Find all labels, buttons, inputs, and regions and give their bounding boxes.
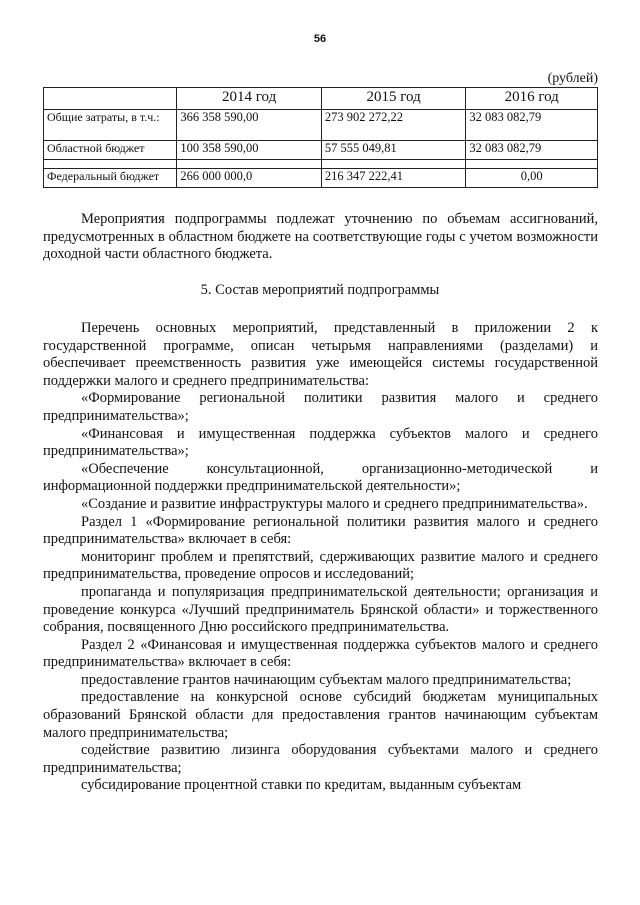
page-number: 56 bbox=[313, 33, 327, 45]
cell-2016: 0,00 bbox=[466, 169, 598, 188]
paragraph: «Обеспечение консультационной, организационно-методической и информационной поддержки предпринимательской деятельности»; bbox=[43, 460, 598, 495]
currency-note: (рублей) bbox=[547, 71, 598, 86]
table-spacer-row bbox=[44, 160, 598, 169]
table-row bbox=[44, 141, 598, 160]
section-body bbox=[43, 320, 598, 795]
cell-2016: 32 083 082,79 bbox=[466, 141, 598, 160]
paragraph: предоставление на конкурсной основе субсидий бюджетам муниципальных образований Брянской области для предоставления грантов начинающим субъектам малого предпринимательства; bbox=[43, 689, 598, 741]
paragraph: субсидирование процентной ставки по кредитам, выданным субъектам bbox=[81, 777, 522, 794]
paragraph: Раздел 2 «Финансовая и имущественная поддержка субъектов малого и среднего предпринимательства» включает в себя: bbox=[43, 636, 598, 671]
paragraph: «Формирование региональной политики развития малого и среднего предпринимательства»; bbox=[43, 390, 598, 424]
table-header-cell bbox=[44, 88, 177, 110]
paragraph: мониторинг проблем и препятствий, сдерживающих развитие малого и среднего предпринимательства, проведение опросов и исследований; bbox=[43, 548, 598, 583]
paragraph: «Финансовая и имущественная поддержка субъектов малого и среднего предпринимательства»; bbox=[43, 425, 598, 460]
cell-2015: 216 347 222,41 bbox=[321, 169, 466, 188]
table-row bbox=[44, 110, 598, 141]
paragraph: Перечень основных мероприятий, представленный в приложении 2 к государственной программе, описан четырьмя направлениями (разделами) и обеспечивает преемственность развития уже имеющейся системы государственной поддержки малого и среднего предпринимательства: bbox=[43, 320, 598, 389]
paragraph: «Создание и развитие инфраструктуры малого и среднего предпринимательства». bbox=[81, 495, 588, 512]
cell-2015: 273 902 272,22 bbox=[321, 110, 466, 141]
row-label: Общие затраты, в т.ч.: bbox=[44, 110, 177, 141]
row-label: Областной бюджет bbox=[44, 141, 177, 160]
paragraph: содействие развитию лизинга оборудования субъектами малого и среднего предпринимательства; bbox=[43, 742, 598, 776]
cell-2014: 100 358 590,00 bbox=[177, 141, 322, 160]
row-label: Федеральный бюджет bbox=[44, 169, 177, 188]
paragraph: предоставление грантов начинающим субъектам малого предпринимательства; bbox=[81, 671, 572, 688]
table-header-cell: 2014 год bbox=[177, 88, 322, 110]
paragraph: пропаганда и популяризация предпринимательской деятельности; организация и проведение конкурса «Лучший предприниматель Брянской области» и торжественного собрания, посвященного Дню российского предпринимательства. bbox=[43, 583, 598, 636]
section-title: 5. Состав мероприятий подпрограммы bbox=[200, 282, 440, 298]
note-paragraph: Мероприятия подпрограммы подлежат уточнению по объемам ассигнований, предусмотренных в областном бюджете на соответствующие годы с учетом возможности доходной части областного бюджета. bbox=[43, 211, 598, 263]
cell-2014: 366 358 590,00 bbox=[177, 110, 322, 141]
budget-table bbox=[43, 87, 598, 188]
cell-2014: 266 000 000,0 bbox=[177, 169, 322, 188]
cell-2016: 32 083 082,79 bbox=[466, 110, 598, 141]
table-header-row bbox=[44, 88, 598, 110]
funding-note bbox=[43, 211, 598, 264]
cell-2015: 57 555 049,81 bbox=[321, 141, 466, 160]
table-header-cell: 2016 год bbox=[466, 88, 598, 110]
table-header-cell: 2015 год bbox=[321, 88, 466, 110]
paragraph: Раздел 1 «Формирование региональной политики развития малого и среднего предпринимательства» включает в себя: bbox=[43, 513, 598, 548]
table-row bbox=[44, 169, 598, 188]
